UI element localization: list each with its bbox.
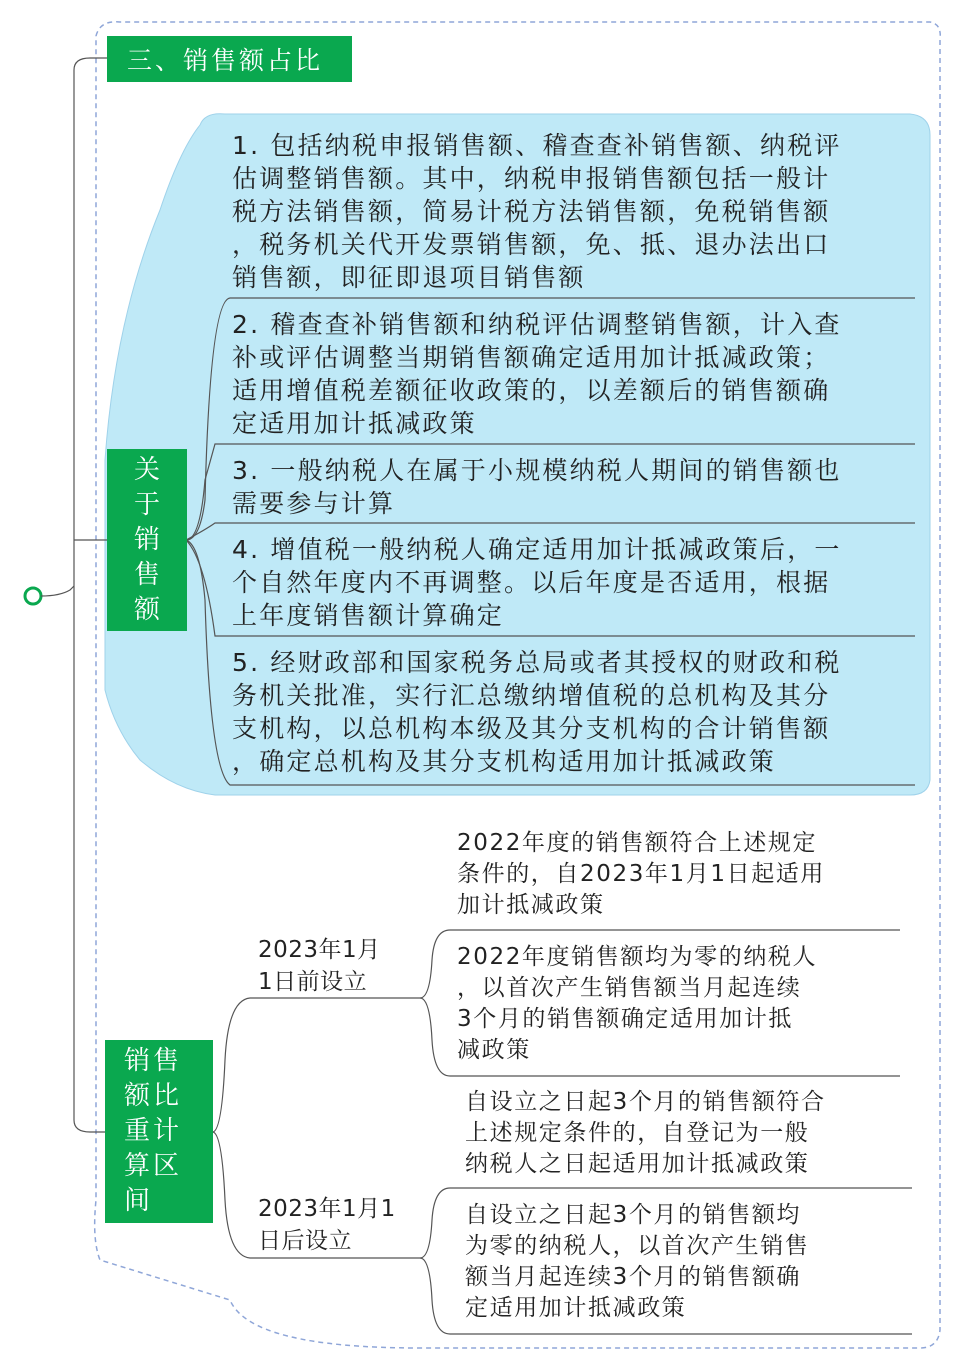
section-title: 三、销售额占比: [107, 36, 352, 82]
sales-item-5: 5. 经财政部和国家税务总局或者其授权的财政和税 务机关批准，实行汇总缴纳增值税的总机构及其分 支机构，以总机构本级及其分支机构的合计销售额 ，确定总机构及其分支机构适用加计抵减政策: [232, 648, 842, 776]
group-label-before-2023: 2023年1月 1日前设立: [258, 937, 381, 995]
period-item-4: 自设立之日起3个月的销售额均 为零的纳税人，以首次产生销售 额当月起连续3个月的销售额确 定适用加计抵减政策: [465, 1202, 810, 1321]
period-item-3: 自设立之日起3个月的销售额符合 上述规定条件的，自登记为一般 纳税人之日起适用加计抵减政策: [465, 1089, 826, 1177]
branch-label-period-text: 销售 额比 重计 算区 间: [124, 1046, 183, 1216]
sales-item-4: 4. 增值税一般纳税人确定适用加计抵减政策后，一 个自然年度内不再调整。以后年度是否适用，根据 上年度销售额计算确定: [232, 535, 842, 630]
sales-item-2: 2. 稽查查补销售额和纳税评估调整销售额，计入查 补或评估调整当期销售额确定适用加计抵减政策； 适用增值税差额征收政策的，以差额后的销售额确 定适用加计抵减政策: [232, 310, 842, 438]
sales-item-1: 1. 包括纳税申报销售额、稽查查补销售额、纳税评 估调整销售额。其中，纳税申报销售额包括一般计 税方法销售额，简易计税方法销售额，免税销售额 ，税务机关代开发票销售额，免、抵、退办法出口 销售额，即征即退项目销售额: [232, 131, 842, 292]
branch-label-sales: [107, 449, 187, 631]
period-item-2: 2022年度销售额均为零的纳税人 ，以首次产生销售额当月起连续 3个月的销售额确定适用加计抵 减政策: [457, 944, 818, 1063]
group-label-after-2023: 2023年1月1 日后设立: [258, 1196, 396, 1254]
period-item-1: 2022年度的销售额符合上述规定 条件的，自2023年1月1日起适用 加计抵减政策: [457, 830, 825, 918]
branch-label-period: [105, 1040, 213, 1223]
root-node: [25, 588, 41, 604]
branch-label-sales-text: 关 于 销 售 额: [133, 454, 160, 625]
sales-item-3: 3. 一般纳税人在属于小规模纳税人期间的销售额也 需要参与计算: [232, 456, 842, 518]
